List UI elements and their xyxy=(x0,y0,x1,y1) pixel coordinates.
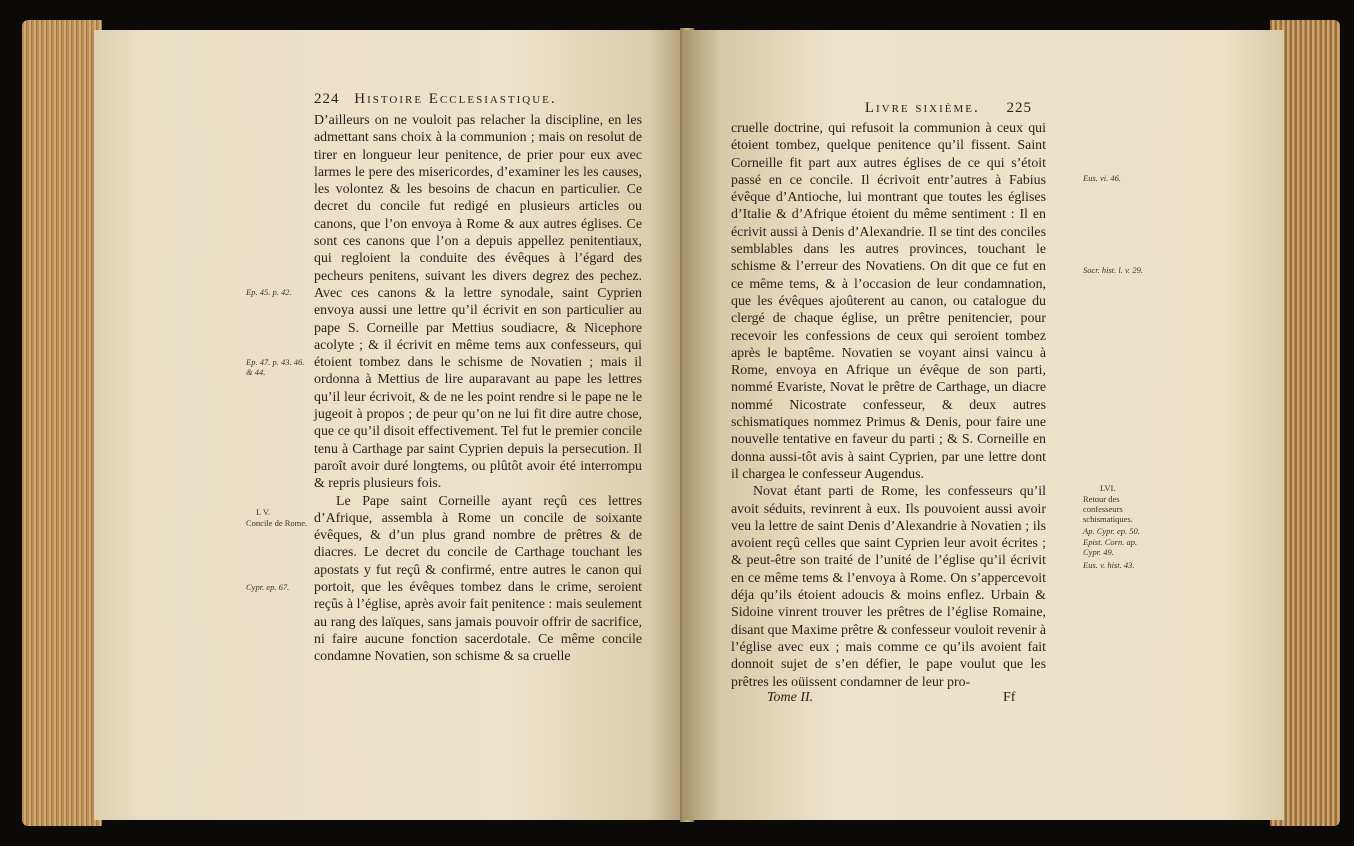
left-page-number: 224 xyxy=(314,91,340,107)
left-page-edges xyxy=(22,20,102,826)
left-paragraph-2: Le Pape saint Corneille ayant reçû ces lettres d’Afrique, assembla à Rome un concile de soixante évêques, & d’un plus grand nombre de prêtres & de diacres. Le decret du concile de Carthage touchant les apostats y fut reçû & confirmé, entre autres le canon qui portoit, que les évêques tombez dans le crime, seroient reçûs à l’église, après avoir fait penitence : mais seulement au rang des laïques, sans jamais pouvoir offrir de sacrifice, ni faire aucune fonction sacerdotale. Ce même concile condamne Novatien, son schisme & sa cruelle xyxy=(314,493,642,665)
left-margin-note-2: Ep. 47. p. 43. 46. & 44. xyxy=(246,357,305,377)
right-page-number: 225 xyxy=(1006,100,1032,116)
right-margin-note-2: Socr. hist. l. v. 29. xyxy=(1083,265,1144,275)
right-header-title: Livre sixième. xyxy=(864,100,980,116)
left-margin-note-3: L V. xyxy=(256,507,271,517)
right-running-head xyxy=(820,100,1032,117)
right-margin-note-4: Retour des confesseurs schismatiques. xyxy=(1083,494,1133,524)
right-margin-note-6: Epist. Corn. ap. Cypr. 49. xyxy=(1083,537,1138,557)
volume-footer: Tome II. xyxy=(767,690,814,705)
left-body xyxy=(314,112,642,666)
right-paragraph-2: Novat étant parti de Rome, les confesseurs qu’il avoit séduits, revinrent à eux. Ils pouvoient aussi avoir veu la lettre de saint Denis d’Alexandrie à Novatien ; ils avoient reçû celles que saint Cyprien leur avoit écrites ; & peut-être son traité de l’unité de l’église qu’il écrivit en ce même tems & l’envoya à Rome. On s’appercevoit déja qu’ils étoient adoucis & moins enflez. Urbain & Sidoine vinrent trouver les prêtres de l’église Romaine, disant que Maxime prêtre & confesseur vouloit revenir à l’église avec eux ; mais comme ce qu’ils avoient fait donnoit sujet de s’en défier, le pape voulut que les prêtres les oüissent condamner de leur pro- xyxy=(731,484,1046,690)
left-running-head xyxy=(314,91,557,108)
right-body xyxy=(731,120,1046,691)
left-margin-note-1: Ep. 45. p. 42. xyxy=(246,287,292,297)
right-margin-note-3: LVI. xyxy=(1100,483,1116,493)
right-margin-note-5: Ap. Cypr. ep. 50. xyxy=(1083,526,1140,536)
signature-mark: Ff xyxy=(1003,690,1016,705)
left-paragraph-1: D’ailleurs on ne vouloit pas relacher la discipline, en les admettant sans choix à la communion ; mais on resolut de tirer en longueur leur penitence, de prier pour eux avec larmes le pere des misericordes, d’examiner les les causes, les volontez & les besoins de chacun en particulier. Ce decret du concile fut redigé en plusieurs articles ou canons, que l’on envoya à Rome & aux autres églises. Ce sont ces canons que l’on a depuis appellez penitentiaux, qui regloient la conduite des évêques à l’égard des pecheurs penitens, suivant les divers degrez des pechez. Avec ces canons & la lettre synodale, saint Cyprien envoya aussi une lettre qu’il écrivit en son particulier au pape S. Corneille par Mettius soudiacre, & Nicephore acolyte ; & il écrivit en même tems aux confesseurs, qui étoient tombez dans le schisme de Novatien ; mais il ordonna à Mettius de lire auparavant au pape les lettres qu’il leur écrivoit, & de ne les point rendre si le pape ne le jugeoit à propos ; de peur qu’on ne lui fit dire autre chose, que ce qu’il disoit effectivement. Tel fut le premier concile tenu à Carthage par saint Cyprien depuis la persecution. Il paroît avoir duré longtems, ou plûtôt avoir été interrompu & repris plusieurs fois. xyxy=(314,113,642,492)
left-header-title: Histoire Ecclesiastique. xyxy=(354,91,557,107)
left-margin-note-4: Concile de Rome. xyxy=(246,518,308,528)
right-margin-note-1: Eus. vi. 46. xyxy=(1083,173,1122,183)
right-margin-note-7: Eus. v. hist. 43. xyxy=(1083,560,1135,570)
right-paragraph-1: cruelle doctrine, qui refusoit la communion à ceux qui étoient tombez, quelque penitence qu’il fissent. Saint Corneille fit part aux autres églises de ce qui s’étoit passé en ce concile. Il écrivoit entr’autres à Fabius évêque d’Antioche, lui montrant que toutes les églises d’Italie & d’Afrique étoient du même sentiment : Il en écrivit aussi à Denis d’Alexandrie. Il se tint des conciles semblables dans les autres provinces, touchant le schisme & l’erreur des Novatiens. On dit que ce fut en ce même tems, & à l’occasion de leur condamnation, que les évêques ajoûterent au canon, ou catalogue du clergé de chaque église, un prêtre penitencier, pour recevoir les confessions de ceux qui seroient tombez après le baptême. Novatien se voyant ainsi vaincu à Rome, envoya en Afrique un évêque de son parti, nommé Evariste, Novat le prêtre de Carthage, un diacre nommé Nicostrate confesseur, & deux autres schismatiques nommez Primus & Denis, pour faire une nouvelle tentative en faveur du parti ; & S. Corneille en donna aussi-tôt avis à saint Cyprien, par une lettre dont il chargea le confesseur Augendus. xyxy=(731,121,1046,482)
left-margin-note-5: Cypr. ep. 67. xyxy=(246,582,290,592)
